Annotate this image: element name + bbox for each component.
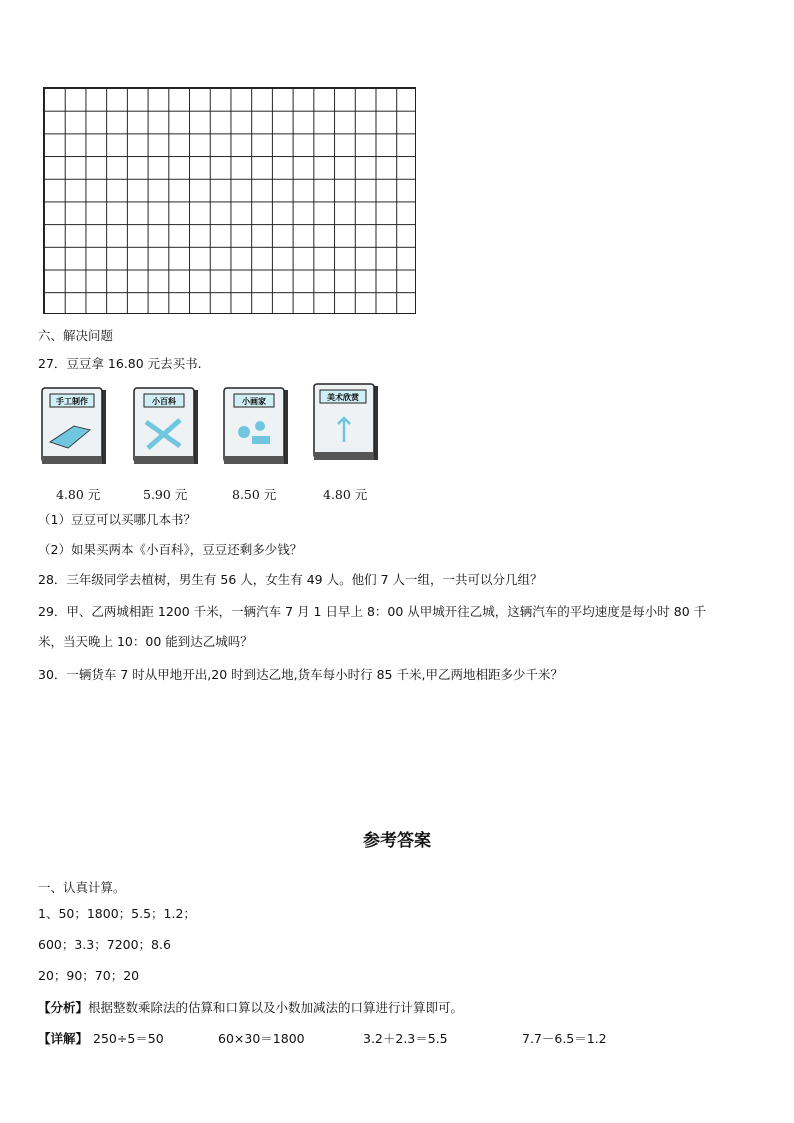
analysis-tag: 【分析】 [38, 1000, 89, 1015]
answer-row: 20；90；70；20 [38, 968, 140, 983]
detail-item: 7.7－6.5＝1.2 [522, 1031, 607, 1046]
analysis-text: 根据整数乘除法的估算和口算以及小数加减法的口算进行计算即可。 [88, 1000, 464, 1015]
analysis-line [38, 1000, 463, 1016]
answers-title: 参考答案 [363, 831, 431, 851]
book-art-image [312, 382, 382, 464]
question-29-line2: 米，当天晚上 10：00 能到达乙城吗？ [38, 634, 253, 649]
book-price: 8.50 元 [232, 487, 277, 502]
question-29-line1: 29．甲、乙两城相距 1200 千米，一辆汽车 7 月 1 日早上 8：00 从甲城开往乙城，这辆汽车的平均速度是每小时 80 千 [38, 604, 707, 619]
detail-item: 3.2＋2.3＝5.5 [363, 1031, 448, 1046]
book-title: 小百科 [152, 397, 176, 406]
answer-row: 600；3.3；7200；8.6 [38, 937, 171, 952]
answers-section-heading: 一、认真计算。 [38, 880, 126, 895]
book-handcraft-image [40, 386, 110, 468]
writing-grid [43, 87, 416, 314]
book-title: 美术欣赏 [327, 393, 359, 402]
book-painter-image [222, 386, 292, 468]
detail-line [38, 1031, 88, 1047]
question-27-1: （1）豆豆可以买哪几本书？ [38, 512, 196, 527]
question-27: 27．豆豆拿 16.80 元去买书. [38, 356, 202, 371]
book-title: 手工制作 [56, 397, 88, 406]
detail-item: 250÷5＝50 [93, 1031, 164, 1046]
detail-tag: 【详解】 [38, 1031, 89, 1046]
question-30: 30．一辆货车 7 时从甲地开出,20 时到达乙地,货车每小时行 85 千米,甲乙两地相距多少千米？ [38, 667, 563, 682]
question-27-2: （2）如果买两本《小百科》，豆豆还剩多少钱？ [38, 542, 303, 557]
question-28: 28．三年级同学去植树，男生有 56 人，女生有 49 人。他们 7 人一组，一共可以分几组？ [38, 572, 543, 587]
book-title: 小画家 [242, 397, 266, 406]
section-heading: 六、解决问题 [38, 328, 114, 343]
book-price: 4.80 元 [56, 487, 101, 502]
detail-item: 60×30＝1800 [218, 1031, 305, 1046]
book-encyclopedia-image [132, 386, 202, 468]
book-price: 4.80 元 [323, 487, 368, 502]
book-price: 5.90 元 [143, 487, 188, 502]
answer-row: 1、50；1800；5.5；1.2； [38, 906, 196, 921]
